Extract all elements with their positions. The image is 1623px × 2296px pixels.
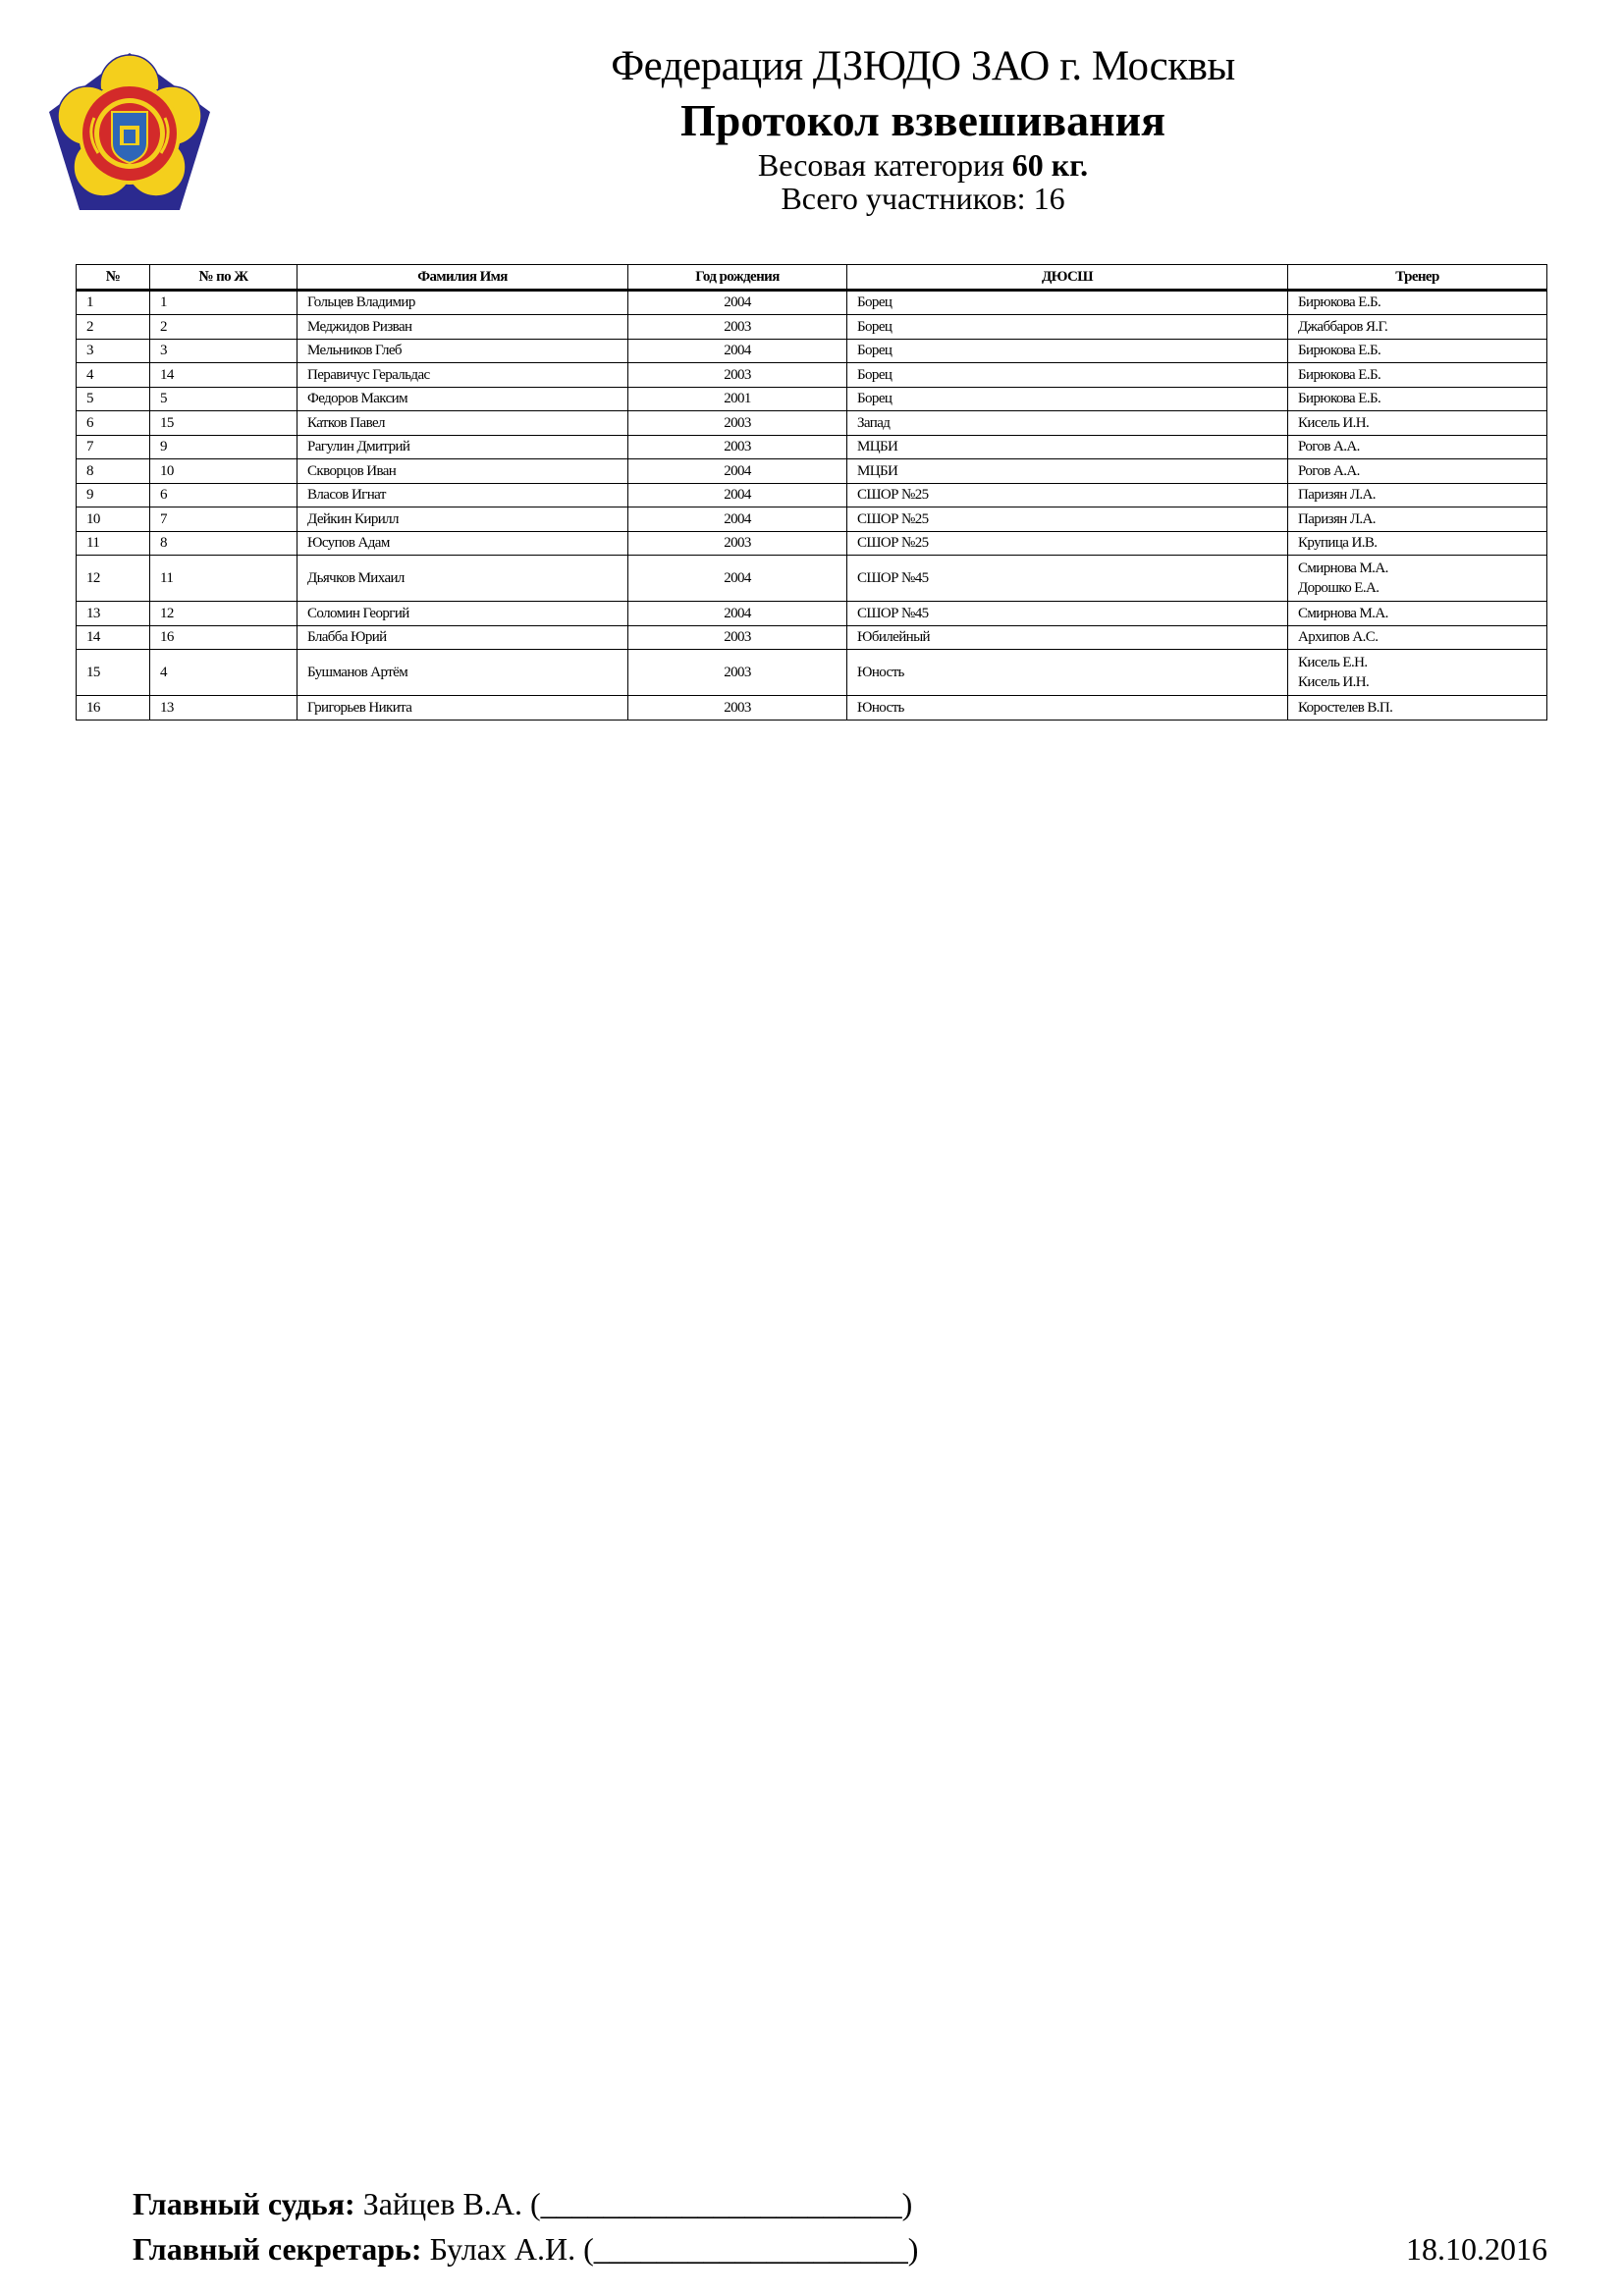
coach-name: Кисель И.Н. <box>1298 674 1370 690</box>
cell-name: Мельников Глеб <box>298 339 628 363</box>
cell-number: 8 <box>77 459 150 484</box>
table-row <box>77 483 1547 507</box>
cell-draw-number: 4 <box>150 650 298 696</box>
cell-name: Дьячков Михаил <box>298 556 628 602</box>
cell-number: 2 <box>77 315 150 340</box>
cell-coach <box>1288 602 1547 626</box>
cell-name: Григорьев Никита <box>298 696 628 721</box>
document-date: 18.10.2016 <box>1406 2231 1547 2267</box>
cell-number: 9 <box>77 483 150 507</box>
coach-name: Дорошко Е.А. <box>1298 580 1380 596</box>
cell-school: Борец <box>847 290 1288 315</box>
coach-name: Крупица И.В. <box>1298 535 1378 552</box>
table-row <box>77 556 1547 602</box>
coach-name: Бирюкова Е.Б. <box>1298 391 1381 407</box>
table-row <box>77 602 1547 626</box>
table-row <box>77 411 1547 436</box>
table-row <box>77 625 1547 650</box>
cell-number: 13 <box>77 602 150 626</box>
cell-coach <box>1288 435 1547 459</box>
coach-name: Архипов А.С. <box>1298 629 1379 646</box>
weight-category-label: Весовая категория <box>757 147 1004 183</box>
table-row <box>77 435 1547 459</box>
cell-birth-year: 2003 <box>628 650 847 696</box>
cell-school: Борец <box>847 339 1288 363</box>
document-title: Протокол взвешивания <box>679 95 1165 145</box>
cell-name: Юсупов Адам <box>298 531 628 556</box>
cell-draw-number: 6 <box>150 483 298 507</box>
weigh-in-table <box>76 264 1547 721</box>
cell-draw-number: 5 <box>150 387 298 411</box>
cell-school: СШОР №25 <box>847 507 1288 532</box>
cell-number: 3 <box>77 339 150 363</box>
cell-birth-year: 2004 <box>628 556 847 602</box>
coach-name: Рогов А.А. <box>1298 462 1360 479</box>
coach-name: Бирюкова Е.Б. <box>1298 366 1381 383</box>
cell-birth-year: 2003 <box>628 531 847 556</box>
cell-name: Соломин Георгий <box>298 602 628 626</box>
cell-coach <box>1288 290 1547 315</box>
table-row <box>77 696 1547 721</box>
cell-draw-number: 15 <box>150 411 298 436</box>
cell-number: 6 <box>77 411 150 436</box>
cell-school: Борец <box>847 315 1288 340</box>
cell-draw-number: 1 <box>150 290 298 315</box>
weight-category-value: 60 кг. <box>1011 147 1089 183</box>
cell-birth-year: 2004 <box>628 602 847 626</box>
cell-school: Юбилейный <box>847 625 1288 650</box>
chief-judge-label: Главный судья: <box>133 2186 355 2221</box>
cell-draw-number: 14 <box>150 363 298 388</box>
document-header <box>393 45 1453 218</box>
cell-school: Запад <box>847 411 1288 436</box>
cell-school: СШОР №25 <box>847 483 1288 507</box>
table-row <box>77 387 1547 411</box>
table-row <box>77 315 1547 340</box>
chief-judge-value: Зайцев В.А. (_______________________) <box>362 2186 913 2221</box>
cell-coach <box>1288 650 1547 696</box>
table-row <box>77 507 1547 532</box>
cell-number: 14 <box>77 625 150 650</box>
cell-number: 10 <box>77 507 150 532</box>
coach-name: Кисель Е.Н. <box>1298 655 1368 670</box>
cell-draw-number: 2 <box>150 315 298 340</box>
table-row <box>77 339 1547 363</box>
coach-name: Коростелев В.П. <box>1298 699 1393 716</box>
coach-name: Паризян Л.А. <box>1298 487 1376 504</box>
column-header-draw-number: № по Ж <box>150 265 298 291</box>
coach-name: Рогов А.А. <box>1298 439 1360 455</box>
cell-number: 15 <box>77 650 150 696</box>
cell-coach <box>1288 315 1547 340</box>
cell-draw-number: 8 <box>150 531 298 556</box>
table-row <box>77 459 1547 484</box>
table-row <box>77 531 1547 556</box>
cell-name: Бушманов Артём <box>298 650 628 696</box>
cell-school: МЦБИ <box>847 459 1288 484</box>
cell-name: Дейкин Кирилл <box>298 507 628 532</box>
chief-secretary-line <box>133 2231 918 2268</box>
cell-coach <box>1288 625 1547 650</box>
column-header-coach: Тренер <box>1288 265 1547 291</box>
table-header-row <box>77 265 1547 291</box>
cell-draw-number: 10 <box>150 459 298 484</box>
cell-birth-year: 2004 <box>628 507 847 532</box>
cell-birth-year: 2003 <box>628 315 847 340</box>
cell-school: СШОР №45 <box>847 556 1288 602</box>
cell-birth-year: 2003 <box>628 363 847 388</box>
cell-name: Блабба Юрий <box>298 625 628 650</box>
table-row <box>77 290 1547 315</box>
cell-school: Юность <box>847 650 1288 696</box>
cell-birth-year: 2004 <box>628 483 847 507</box>
coach-name: Смирнова М.А. <box>1298 605 1388 621</box>
coach-name: Смирнова М.А. <box>1298 561 1388 576</box>
cell-number: 11 <box>77 531 150 556</box>
coach-name: Джаббаров Я.Г. <box>1298 318 1388 335</box>
coach-name: Бирюкова Е.Б. <box>1298 343 1381 359</box>
coach-name: Кисель И.Н. <box>1298 414 1370 431</box>
cell-draw-number: 12 <box>150 602 298 626</box>
chief-judge-line <box>133 2186 912 2222</box>
cell-birth-year: 2004 <box>628 339 847 363</box>
cell-school: Борец <box>847 387 1288 411</box>
cell-name: Скворцов Иван <box>298 459 628 484</box>
table-row <box>77 363 1547 388</box>
cell-birth-year: 2004 <box>628 459 847 484</box>
cell-birth-year: 2001 <box>628 387 847 411</box>
cell-school: СШОР №45 <box>847 602 1288 626</box>
cell-birth-year: 2003 <box>628 696 847 721</box>
column-header-name: Фамилия Имя <box>298 265 628 291</box>
cell-birth-year: 2003 <box>628 411 847 436</box>
column-header-number: № <box>77 265 150 291</box>
cell-coach <box>1288 531 1547 556</box>
coach-name: Паризян Л.А. <box>1298 510 1376 527</box>
cell-number: 5 <box>77 387 150 411</box>
cell-name: Гольцев Владимир <box>298 290 628 315</box>
cell-number: 12 <box>77 556 150 602</box>
cell-name: Меджидов Ризван <box>298 315 628 340</box>
weight-category <box>393 149 1453 183</box>
chief-secretary-label: Главный секретарь: <box>133 2231 422 2267</box>
cell-school: Борец <box>847 363 1288 388</box>
cell-school: МЦБИ <box>847 435 1288 459</box>
cell-draw-number: 3 <box>150 339 298 363</box>
cell-number: 4 <box>77 363 150 388</box>
column-header-school: ДЮСШ <box>847 265 1288 291</box>
cell-coach <box>1288 363 1547 388</box>
participants-total: Всего участников: 16 <box>781 181 1065 216</box>
cell-coach <box>1288 483 1547 507</box>
coach-name: Бирюкова Е.Б. <box>1298 294 1381 311</box>
cell-school: СШОР №25 <box>847 531 1288 556</box>
cell-coach <box>1288 387 1547 411</box>
cell-birth-year: 2004 <box>628 290 847 315</box>
cell-coach <box>1288 696 1547 721</box>
cell-draw-number: 13 <box>150 696 298 721</box>
cell-coach <box>1288 459 1547 484</box>
organization-name: Федерация ДЗЮДО ЗАО г. Москвы <box>611 43 1235 89</box>
table-row <box>77 650 1547 696</box>
cell-name: Федоров Максим <box>298 387 628 411</box>
chief-secretary-value: Булах А.И. (____________________) <box>429 2231 919 2267</box>
cell-coach <box>1288 556 1547 602</box>
cell-birth-year: 2003 <box>628 625 847 650</box>
cell-school: Юность <box>847 696 1288 721</box>
cell-birth-year: 2003 <box>628 435 847 459</box>
cell-number: 7 <box>77 435 150 459</box>
cell-name: Рагулин Дмитрий <box>298 435 628 459</box>
cell-draw-number: 16 <box>150 625 298 650</box>
cell-number: 16 <box>77 696 150 721</box>
cell-name: Власов Игнат <box>298 483 628 507</box>
cell-number: 1 <box>77 290 150 315</box>
cell-name: Перавичус Геральдас <box>298 363 628 388</box>
cell-coach <box>1288 339 1547 363</box>
cell-name: Катков Павел <box>298 411 628 436</box>
cell-coach <box>1288 411 1547 436</box>
federation-logo <box>45 49 214 214</box>
cell-draw-number: 9 <box>150 435 298 459</box>
cell-coach <box>1288 507 1547 532</box>
table-body <box>77 290 1547 720</box>
cell-draw-number: 7 <box>150 507 298 532</box>
column-header-birth-year: Год рождения <box>628 265 847 291</box>
cell-draw-number: 11 <box>150 556 298 602</box>
